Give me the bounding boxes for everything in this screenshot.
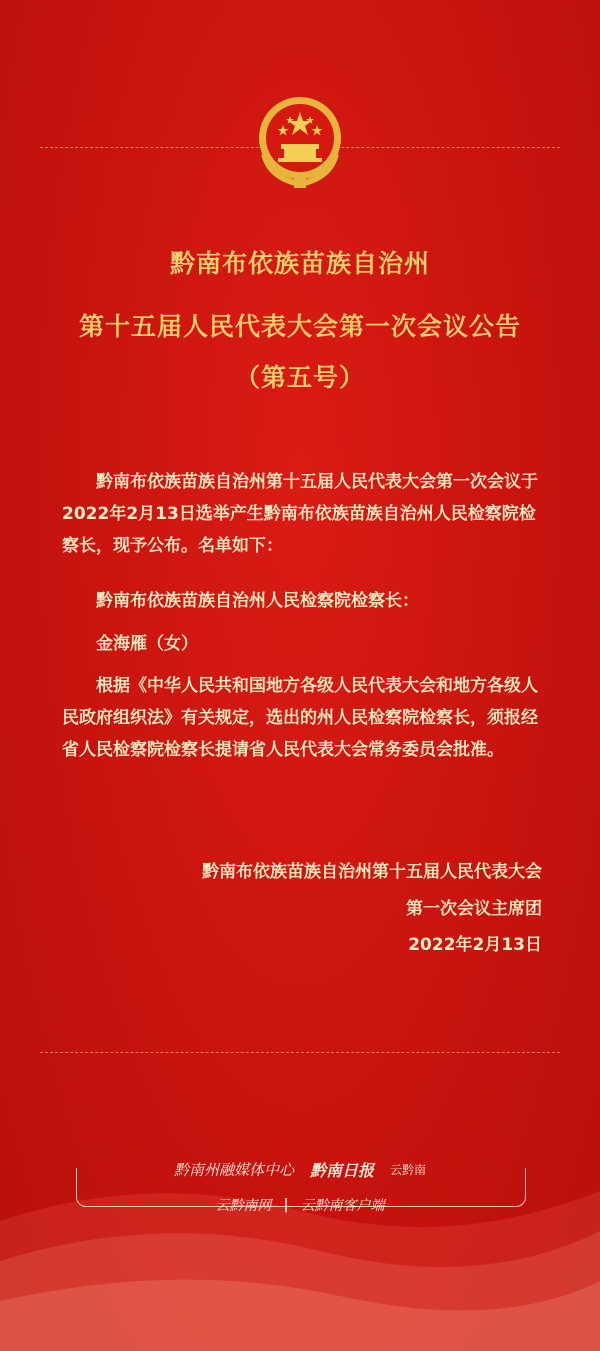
newspaper-logo: 黔南日报	[309, 1160, 374, 1180]
title-line-3: （第五号）	[234, 363, 365, 392]
paragraph-2-text: 根据《中华人民共和国地方各级人民代表大会和地方各级人民政府组织法》有关规定，选出的州人民检察院检察长，须报经省人民检察院检察长提请省人民代表大会常务委员会批准。	[62, 676, 538, 760]
title-line-2: 第十五届人民代表大会第一次会议公告	[78, 312, 521, 341]
media-center-label: 黔南州融媒体中心	[173, 1160, 294, 1179]
title-line-1: 黔南布依族苗族自治州	[169, 249, 430, 278]
signature-line-1: 黔南布依族苗族自治州第十五届人民代表大会	[202, 862, 542, 882]
paragraph-1-text: 黔南布依族苗族自治州第十五届人民代表大会第一次会议于2022年2月13日选举产生黔南布依族苗族自治州人民检察院检察长，现予公布。名单如下：	[62, 472, 538, 556]
bottom-divider	[40, 1052, 560, 1053]
footer-links	[0, 1192, 600, 1218]
footer-separator: |	[283, 1197, 289, 1213]
client-label: 云黔南客户端	[300, 1198, 385, 1214]
signature-date: 2022年2月13日	[408, 935, 542, 955]
signature-line-2: 第一次会议主席团	[406, 899, 542, 919]
footer-logos	[0, 1154, 600, 1184]
paragraph-1	[62, 466, 546, 562]
person-name: 金海雁（女）	[96, 634, 198, 654]
position-label: 黔南布依族苗族自治州人民检察院检察长：	[96, 591, 419, 611]
app-logo: 云黔南	[390, 1162, 427, 1177]
website-label: 云黔南网	[215, 1198, 272, 1214]
position-label-block	[62, 585, 546, 617]
national-emblem-icon	[250, 92, 350, 192]
paragraph-2	[62, 670, 546, 766]
